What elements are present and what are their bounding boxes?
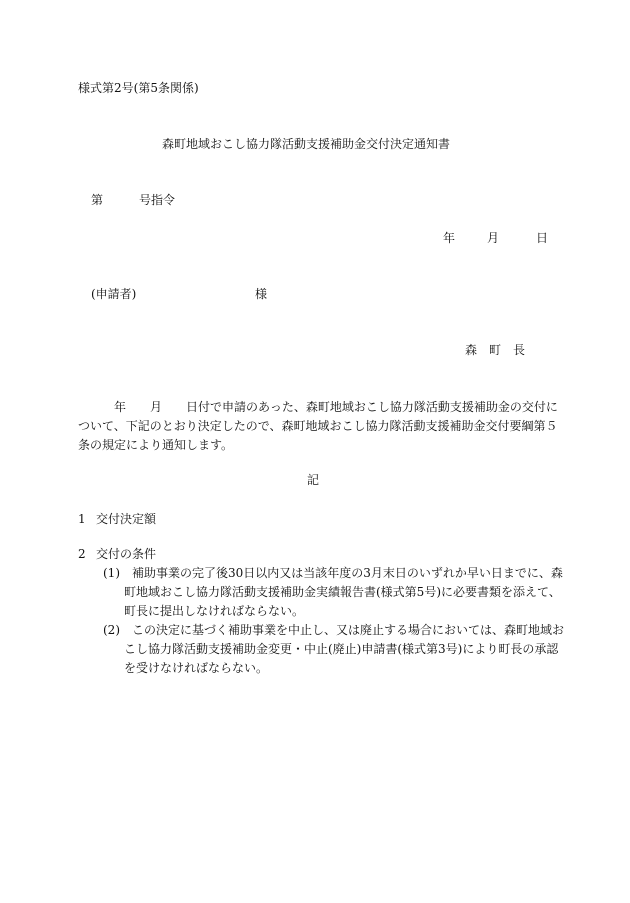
issuer-name: 森 町 長 bbox=[465, 343, 526, 357]
body-line: ついて、下記のとおり決定したので、森町地域おこし協力隊活動支援補助金交付要綱第５ bbox=[78, 419, 558, 433]
date-year-label: 年 bbox=[443, 231, 456, 245]
condition-line: 町長に提出しなければならない。 bbox=[124, 604, 305, 618]
reference-number: 第 号指令 bbox=[91, 193, 176, 207]
addressee-honorific: 様 bbox=[255, 287, 268, 301]
condition-line: こし協力隊活動支援補助金変更・中止(廃止)申請書(様式第3号)により町長の承認 bbox=[124, 642, 559, 656]
addressee-label: (申請者) bbox=[91, 287, 137, 301]
document-title: 森町地域おこし協力隊活動支援補助金交付決定通知書 bbox=[162, 137, 451, 151]
condition-line: 町地域おこし協力隊活動支援補助金実績報告書(様式第5号)に必要書類を添えて、 bbox=[124, 585, 561, 599]
condition-line: この決定に基づく補助事業を中止し、又は廃止する場合においては、森町地域お bbox=[132, 623, 565, 637]
condition-line: 補助事業の完了後30日以内又は当該年度の3月末日のいずれか早い日までに、森 bbox=[132, 566, 563, 580]
condition-line: を受けなければならない。 bbox=[124, 661, 269, 675]
ki-heading: 記 bbox=[307, 473, 320, 487]
body-line: 年 月 日付で申請のあった、森町地域おこし協力隊活動支援補助金の交付に bbox=[114, 400, 558, 414]
section-number: 1 bbox=[78, 512, 86, 526]
form-number: 様式第2号(第5条関係) bbox=[78, 81, 199, 95]
section-heading: 交付決定額 bbox=[96, 512, 157, 526]
date-month-label: 月 bbox=[487, 231, 500, 245]
condition-number: (2) bbox=[103, 623, 120, 637]
body-line: 条の規定により通知します。 bbox=[78, 438, 234, 452]
date-day-label: 日 bbox=[536, 231, 549, 245]
section-number: 2 bbox=[78, 547, 86, 561]
section-heading: 交付の条件 bbox=[96, 547, 157, 561]
condition-number: (1) bbox=[103, 566, 120, 580]
